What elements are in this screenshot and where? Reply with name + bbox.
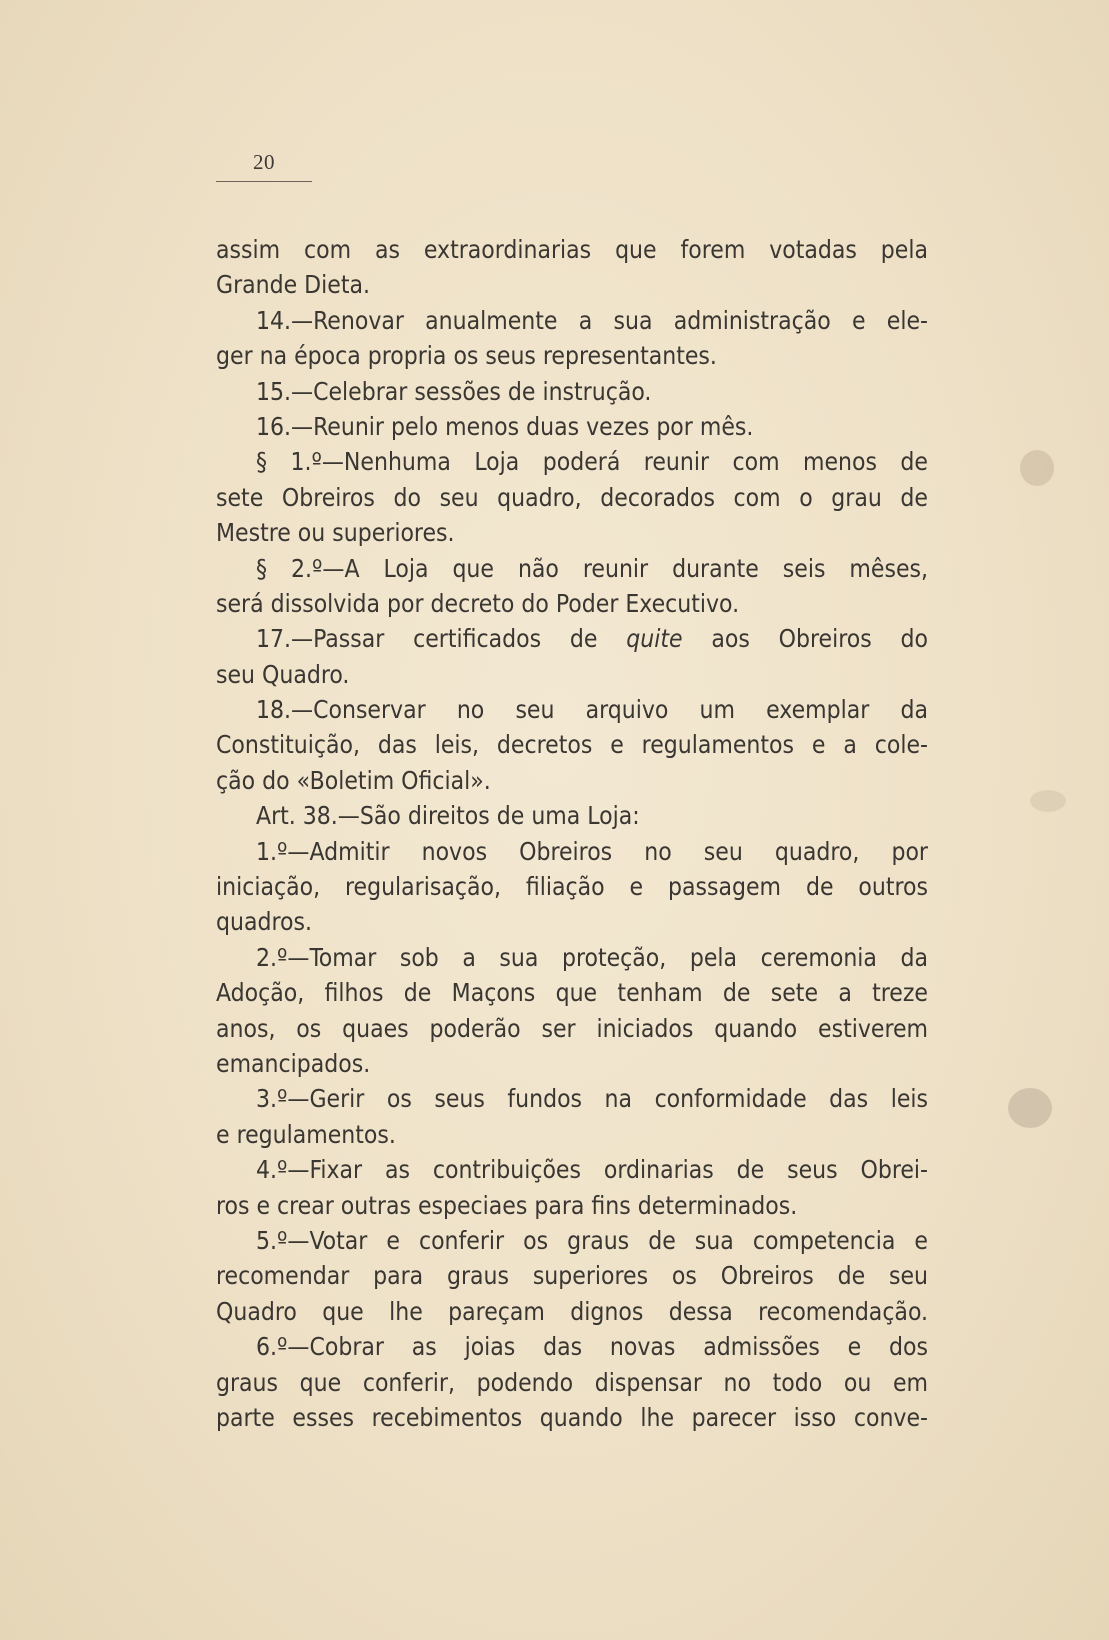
text-line: 4.º—Fixar as contribuições ordinarias de seus Obrei- xyxy=(256,1155,928,1185)
paper-stain xyxy=(1008,1088,1052,1128)
text-line: 3.º—Gerir os seus fundos na conformidade das leis xyxy=(256,1084,928,1114)
text-line: Art. 38.—São direitos de uma Loja: xyxy=(256,801,640,831)
text-line: será dissolvida por decreto do Poder Executivo. xyxy=(216,588,740,618)
page-number: 20 xyxy=(216,150,312,182)
text-line: Quadro que lhe pareçam dignos dessa recomendação. xyxy=(216,1296,928,1326)
text-line: 1.º—Admitir novos Obreiros no seu quadro, por xyxy=(256,836,928,866)
text-line: 2.º—Tomar sob a sua proteção, pela ceremonia da xyxy=(256,942,928,972)
text-line: seu Quadro. xyxy=(216,659,350,689)
text-line: iniciação, regularisação, filiação e passagem de outros xyxy=(216,872,928,902)
text-line: Grande Dieta. xyxy=(216,270,370,300)
text-line: ger na época propria os seus representantes. xyxy=(216,341,717,371)
text-line: 18.—Conservar no seu arquivo um exemplar da xyxy=(256,695,928,725)
paper-stain xyxy=(1020,450,1054,486)
text-line: ros e crear outras especiaes para fins determinados. xyxy=(216,1190,798,1220)
italic-word: quite xyxy=(626,624,683,654)
text-line: Adoção, filhos de Maçons que tenham de sete a treze xyxy=(216,978,928,1008)
text-line: 6.º—Cobrar as joias das novas admissões e dos xyxy=(256,1332,928,1362)
text-line: graus que conferir, podendo dispensar no todo ou em xyxy=(216,1367,928,1397)
text-line: ção do «Boletim Oficial». xyxy=(216,765,491,795)
text-line: e regulamentos. xyxy=(216,1119,396,1149)
text-line: 14.—Renovar anualmente a sua administração e ele- xyxy=(256,305,928,335)
text-line: Constituição, das leis, decretos e regulamentos e a cole- xyxy=(216,730,928,760)
text-line: Mestre ou superiores. xyxy=(216,518,455,548)
text-line: recomendar para graus superiores os Obreiros de seu xyxy=(216,1261,928,1291)
text-line: 5.º—Votar e conferir os graus de sua competencia e xyxy=(256,1225,928,1255)
text-line: assim com as extraordinarias que forem votadas pela xyxy=(216,235,928,264)
text-line: 15.—Celebrar sessões de instrução. xyxy=(256,376,652,406)
text-line: § 2.º—A Loja que não reunir durante seis mêses, xyxy=(256,553,928,583)
text-line: 17.—Passar certificados de quite aos Obreiros do xyxy=(256,624,928,654)
text-line: quadros. xyxy=(216,907,312,937)
paper-stain xyxy=(1030,790,1066,812)
text-line: anos, os quaes poderão ser iniciados quando estiverem xyxy=(216,1013,928,1043)
body-text xyxy=(216,232,928,1435)
text-line: emancipados. xyxy=(216,1048,371,1078)
text-line: 16.—Reunir pelo menos duas vezes por mês. xyxy=(256,411,754,441)
text-line: parte esses recebimentos quando lhe parecer isso conve- xyxy=(216,1402,928,1432)
text-line: sete Obreiros do seu quadro, decorados com o grau de xyxy=(216,482,928,512)
text-line: § 1.º—Nenhuma Loja poderá reunir com menos de xyxy=(256,447,928,477)
